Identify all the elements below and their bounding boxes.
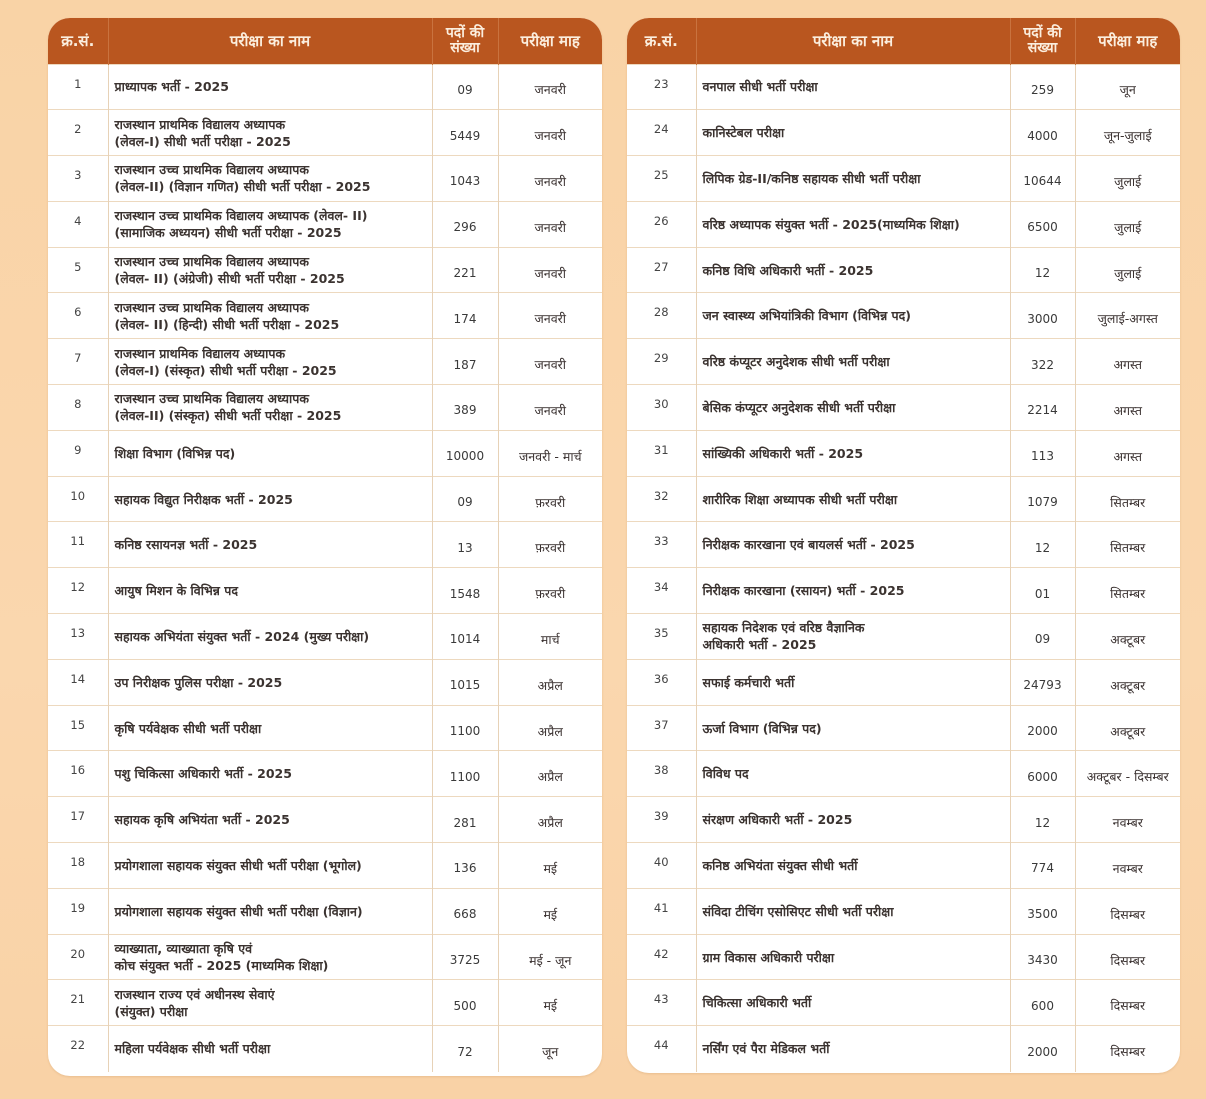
table-row <box>48 843 602 889</box>
exam-name-line: निरीक्षक कारखाना (रसायन) भर्ती - 2025 <box>702 583 905 599</box>
exam-name-line: सहायक विद्युत निरीक्षक भर्ती - 2025 <box>114 491 293 507</box>
serial-number: 42 <box>627 934 696 980</box>
serial-number: 41 <box>627 888 696 934</box>
post-count: 113 <box>1010 430 1075 476</box>
post-count: 668 <box>432 888 498 934</box>
serial-number: 30 <box>627 385 696 431</box>
exam-name <box>108 934 432 980</box>
serial-number: 44 <box>627 1026 696 1072</box>
table-row <box>627 980 1180 1026</box>
exam-table <box>627 18 1180 1072</box>
post-count: 09 <box>432 64 498 110</box>
exam-name <box>696 339 1010 385</box>
table-row <box>627 201 1180 247</box>
serial-number: 14 <box>48 659 108 705</box>
header-posts-line2: संख्या <box>450 39 480 56</box>
exam-name-line: संविदा टीचिंग एसोसिएट सीधी भर्ती परीक्षा <box>702 903 894 919</box>
header-exam-name: परीक्षा का नाम <box>108 18 432 64</box>
serial-number: 11 <box>48 522 108 568</box>
table-row <box>48 476 602 522</box>
header-posts <box>432 18 498 64</box>
exam-name-line: (संयुक्त) परीक्षा <box>114 1003 188 1019</box>
post-count: 72 <box>432 1026 498 1072</box>
table-row <box>627 293 1180 339</box>
post-count: 13 <box>432 522 498 568</box>
exam-month: जनवरी <box>498 156 602 202</box>
exam-month: जनवरी <box>498 247 602 293</box>
table-body <box>48 64 602 1072</box>
serial-number: 43 <box>627 980 696 1026</box>
exam-name <box>696 568 1010 614</box>
serial-number: 33 <box>627 522 696 568</box>
exam-name-line: कनिष्ठ अभियंता संयुक्त सीधी भर्ती <box>702 857 858 873</box>
exam-name-line: सांख्यिकी अधिकारी भर्ती - 2025 <box>702 445 864 461</box>
exam-name-line: (लेवल-II) (संस्कृत) सीधी भर्ती परीक्षा - 2025 <box>114 408 342 424</box>
exam-name <box>696 888 1010 934</box>
post-count: 136 <box>432 843 498 889</box>
exam-name <box>696 751 1010 797</box>
exam-name <box>108 110 432 156</box>
post-count: 322 <box>1010 339 1075 385</box>
serial-number: 29 <box>627 339 696 385</box>
post-count: 259 <box>1010 64 1075 110</box>
post-count: 12 <box>1010 522 1075 568</box>
exam-name <box>696 522 1010 568</box>
table-row <box>627 64 1180 110</box>
exam-month: जनवरी <box>498 201 602 247</box>
post-count: 24793 <box>1010 659 1075 705</box>
exam-month: दिसम्बर <box>1075 1026 1180 1072</box>
exam-month: अक्टूबर - दिसम्बर <box>1075 751 1180 797</box>
exam-month: अगस्त <box>1075 339 1180 385</box>
table-row <box>627 843 1180 889</box>
exam-name-line: कृषि पर्यवेक्षक सीधी भर्ती परीक्षा <box>114 720 262 736</box>
table-row <box>48 980 602 1026</box>
exam-month: जनवरी <box>498 64 602 110</box>
exam-name <box>108 201 432 247</box>
exam-name-line: (लेवल-I) (संस्कृत) सीधी भर्ती परीक्षा - 2025 <box>114 362 337 378</box>
exam-name-line: राजस्थान उच्च प्राथमिक विद्यालय अध्यापक <box>114 391 309 407</box>
table-row <box>48 659 602 705</box>
serial-number: 35 <box>627 614 696 660</box>
exam-name <box>108 705 432 751</box>
serial-number: 7 <box>48 339 108 385</box>
serial-number: 27 <box>627 247 696 293</box>
exam-table-right <box>627 18 1180 1073</box>
exam-month: मई <box>498 843 602 889</box>
post-count: 3725 <box>432 934 498 980</box>
exam-name-line: अधिकारी भर्ती - 2025 <box>702 637 817 653</box>
exam-name-line: कानिस्टेबल परीक्षा <box>702 125 785 141</box>
serial-number: 25 <box>627 156 696 202</box>
post-count: 174 <box>432 293 498 339</box>
exam-name <box>696 934 1010 980</box>
exam-month: नवम्बर <box>1075 797 1180 843</box>
exam-name <box>108 843 432 889</box>
table-row <box>627 476 1180 522</box>
post-count: 3000 <box>1010 293 1075 339</box>
exam-name <box>696 476 1010 522</box>
exam-name <box>108 751 432 797</box>
post-count: 12 <box>1010 797 1075 843</box>
table-row <box>48 797 602 843</box>
exam-name <box>696 705 1010 751</box>
serial-number: 37 <box>627 705 696 751</box>
serial-number: 19 <box>48 888 108 934</box>
exam-name <box>108 64 432 110</box>
table-row <box>48 156 602 202</box>
serial-number: 31 <box>627 430 696 476</box>
header-exam-month: परीक्षा माह <box>520 31 580 50</box>
exam-month: फ़रवरी <box>498 568 602 614</box>
exam-name-line: सफाई कर्मचारी भर्ती <box>702 674 795 690</box>
exam-month: सितम्बर <box>1075 476 1180 522</box>
exam-name <box>108 797 432 843</box>
exam-month: अप्रैल <box>498 705 602 751</box>
header-posts-line2: संख्या <box>1027 39 1058 56</box>
exam-name <box>696 430 1010 476</box>
exam-month: जुलाई-अगस्त <box>1075 293 1180 339</box>
post-count: 187 <box>432 339 498 385</box>
header-posts-line1: पदों की <box>1023 24 1062 41</box>
post-count: 2214 <box>1010 385 1075 431</box>
serial-number: 23 <box>627 64 696 110</box>
table-row <box>627 385 1180 431</box>
serial-number: 24 <box>627 110 696 156</box>
exam-month: दिसम्बर <box>1075 888 1180 934</box>
table-row <box>48 110 602 156</box>
post-count: 10000 <box>432 430 498 476</box>
post-count: 389 <box>432 385 498 431</box>
serial-number: 13 <box>48 614 108 660</box>
exam-name-line: महिला पर्यवेक्षक सीधी भर्ती परीक्षा <box>114 1041 271 1057</box>
table-row <box>48 522 602 568</box>
exam-name-line: राजस्थान राज्य एवं अधीनस्थ सेवाएं <box>114 986 275 1002</box>
table-row <box>627 247 1180 293</box>
table-row <box>48 430 602 476</box>
serial-number: 32 <box>627 476 696 522</box>
exam-name-line: व्याख्याता, व्याख्याता कृषि एवं <box>114 941 253 957</box>
table-row <box>48 339 602 385</box>
exam-name-line: सहायक कृषि अभियंता भर्ती - 2025 <box>114 812 290 828</box>
post-count: 01 <box>1010 568 1075 614</box>
table-row <box>627 110 1180 156</box>
post-count: 1548 <box>432 568 498 614</box>
post-count: 12 <box>1010 247 1075 293</box>
post-count: 1100 <box>432 705 498 751</box>
post-count: 1100 <box>432 751 498 797</box>
post-count: 774 <box>1010 843 1075 889</box>
serial-number: 20 <box>48 934 108 980</box>
exam-month: जुलाई <box>1075 247 1180 293</box>
table-row <box>48 201 602 247</box>
exam-name <box>696 797 1010 843</box>
post-count: 09 <box>432 476 498 522</box>
exam-month: नवम्बर <box>1075 843 1180 889</box>
table-row <box>627 614 1180 660</box>
exam-name-line: शारीरिक शिक्षा अध्यापक सीधी भर्ती परीक्षा <box>702 491 898 507</box>
exam-month: जुलाई <box>1075 156 1180 202</box>
post-count: 281 <box>432 797 498 843</box>
table-row <box>48 247 602 293</box>
exam-month: जनवरी <box>498 110 602 156</box>
serial-number: 3 <box>48 156 108 202</box>
exam-name <box>696 293 1010 339</box>
exam-name <box>108 888 432 934</box>
exam-name-line: चिकित्सा अधिकारी भर्ती <box>702 995 812 1011</box>
exam-name <box>108 430 432 476</box>
exam-name-line: उप निरीक्षक पुलिस परीक्षा - 2025 <box>114 674 283 690</box>
table-row <box>627 156 1180 202</box>
exam-name <box>108 568 432 614</box>
exam-name-line: (सामाजिक अध्ययन) सीधी भर्ती परीक्षा - 2025 <box>114 225 342 241</box>
exam-name-line: निरीक्षक कारखाना एवं बायलर्स भर्ती - 2025 <box>702 537 915 553</box>
table-header <box>627 18 1180 64</box>
exam-name-line: प्राध्यापक भर्ती - 2025 <box>114 79 229 95</box>
post-count: 4000 <box>1010 110 1075 156</box>
exam-name-line: विविध पद <box>702 766 749 782</box>
exam-name-line: लिपिक ग्रेड-II/कनिष्ठ सहायक सीधी भर्ती परीक्षा <box>702 170 921 186</box>
table-row <box>48 568 602 614</box>
table-row <box>627 934 1180 980</box>
exam-name <box>108 980 432 1026</box>
exam-name <box>696 614 1010 660</box>
serial-number: 1 <box>48 64 108 110</box>
exam-month: अप्रैल <box>498 659 602 705</box>
header-exam-name: परीक्षा का नाम <box>696 18 1010 64</box>
exam-name-line: वरिष्ठ अध्यापक संयुक्त भर्ती - 2025(माध्यमिक शिक्षा) <box>702 216 960 232</box>
post-count: 1043 <box>432 156 498 202</box>
table-row <box>48 293 602 339</box>
post-count: 600 <box>1010 980 1075 1026</box>
exam-month: अगस्त <box>1075 385 1180 431</box>
table-row <box>627 705 1180 751</box>
serial-number: 36 <box>627 659 696 705</box>
serial-number: 5 <box>48 247 108 293</box>
exam-name-line: वरिष्ठ कंप्यूटर अनुदेशक सीधी भर्ती परीक्षा <box>702 354 890 370</box>
serial-number: 16 <box>48 751 108 797</box>
exam-name-line: (लेवल-I) सीधी भर्ती परीक्षा - 2025 <box>114 133 291 149</box>
post-count: 1014 <box>432 614 498 660</box>
exam-name-line: प्रयोगशाला सहायक संयुक्त सीधी भर्ती परीक्षा (विज्ञान) <box>114 903 363 919</box>
exam-name-line: कनिष्ठ विधि अधिकारी भर्ती - 2025 <box>702 262 874 278</box>
table-row <box>627 797 1180 843</box>
header-serial: क्र.सं. <box>48 18 108 64</box>
exam-month: जनवरी <box>498 339 602 385</box>
exam-month: अक्टूबर <box>1075 705 1180 751</box>
table-row <box>627 1026 1180 1072</box>
exam-month: अक्टूबर <box>1075 659 1180 705</box>
serial-number: 18 <box>48 843 108 889</box>
post-count: 10644 <box>1010 156 1075 202</box>
exam-month: मई <box>498 888 602 934</box>
exam-name-line: ऊर्जा विभाग (विभिन्न पद) <box>702 720 822 736</box>
exam-name <box>108 1026 432 1072</box>
table-row <box>48 1026 602 1072</box>
exam-name-line: (लेवल- II) (अंग्रेजी) सीधी भर्ती परीक्षा - 2025 <box>114 271 345 287</box>
serial-number: 38 <box>627 751 696 797</box>
exam-name <box>108 156 432 202</box>
exam-name-line: सहायक अभियंता संयुक्त भर्ती - 2024 (मुख्य परीक्षा) <box>114 628 370 644</box>
post-count: 1079 <box>1010 476 1075 522</box>
header-posts-line1: पदों की <box>445 24 485 41</box>
exam-name-line: (लेवल-II) (विज्ञान गणित) सीधी भर्ती परीक्षा - 2025 <box>114 179 371 195</box>
post-count: 2000 <box>1010 1026 1075 1072</box>
table-row <box>627 751 1180 797</box>
post-count: 3500 <box>1010 888 1075 934</box>
table-row <box>48 705 602 751</box>
exam-name-line: कनिष्ठ रसायनज्ञ भर्ती - 2025 <box>114 537 258 553</box>
post-count: 6500 <box>1010 201 1075 247</box>
exam-month: मई <box>498 980 602 1026</box>
table-row <box>48 385 602 431</box>
exam-name-line: बेसिक कंप्यूटर अनुदेशक सीधी भर्ती परीक्षा <box>702 399 896 415</box>
exam-name <box>696 843 1010 889</box>
exam-name-line: नर्सिंग एवं पैरा मेडिकल भर्ती <box>702 1041 830 1057</box>
serial-number: 12 <box>48 568 108 614</box>
exam-name-line: प्रयोगशाला सहायक संयुक्त सीधी भर्ती परीक्षा (भूगोल) <box>114 857 362 873</box>
table-row <box>627 339 1180 385</box>
exam-month: सितम्बर <box>1075 522 1180 568</box>
exam-month: जून <box>1075 64 1180 110</box>
exam-name-line: राजस्थान प्राथमिक विद्यालय अध्यापक <box>114 116 286 132</box>
serial-number: 2 <box>48 110 108 156</box>
serial-number: 8 <box>48 385 108 431</box>
table-row <box>627 430 1180 476</box>
exam-name-line: राजस्थान उच्च प्राथमिक विद्यालय अध्यापक <box>114 299 309 315</box>
exam-name <box>696 1026 1010 1072</box>
exam-name-line: राजस्थान उच्च प्राथमिक विद्यालय अध्यापक (लेवल- II) <box>114 208 368 224</box>
exam-name-line: राजस्थान उच्च प्राथमिक विद्यालय अध्यापक <box>114 254 309 270</box>
exam-name <box>108 385 432 431</box>
post-count: 3430 <box>1010 934 1075 980</box>
exam-name <box>108 522 432 568</box>
exam-name <box>696 110 1010 156</box>
exam-name-line: पशु चिकित्सा अधिकारी भर्ती - 2025 <box>114 766 292 782</box>
exam-name-line: जन स्वास्थ्य अभियांत्रिकी विभाग (विभिन्न पद) <box>702 308 911 324</box>
exam-name <box>108 476 432 522</box>
serial-number: 22 <box>48 1026 108 1072</box>
exam-month: अप्रैल <box>498 797 602 843</box>
post-count: 5449 <box>432 110 498 156</box>
exam-month: फ़रवरी <box>498 476 602 522</box>
serial-number: 17 <box>48 797 108 843</box>
serial-number: 10 <box>48 476 108 522</box>
post-count: 1015 <box>432 659 498 705</box>
serial-number: 15 <box>48 705 108 751</box>
header-exam-month: परीक्षा माह <box>1098 31 1158 50</box>
table-row <box>627 888 1180 934</box>
exam-name-line: (लेवल- II) (हिन्दी) सीधी भर्ती परीक्षा - 2025 <box>114 316 340 332</box>
exam-name-line: सहायक निदेशक एवं वरिष्ठ वैज्ञानिक <box>702 620 865 636</box>
exam-name <box>696 156 1010 202</box>
exam-name-line: ग्राम विकास अधिकारी परीक्षा <box>702 949 835 965</box>
post-count: 6000 <box>1010 751 1075 797</box>
exam-name <box>696 247 1010 293</box>
exam-month: अक्टूबर <box>1075 614 1180 660</box>
serial-number: 34 <box>627 568 696 614</box>
table-row <box>627 568 1180 614</box>
exam-month: फ़रवरी <box>498 522 602 568</box>
post-count: 500 <box>432 980 498 1026</box>
serial-number: 6 <box>48 293 108 339</box>
exam-month: दिसम्बर <box>1075 934 1180 980</box>
exam-month: अप्रैल <box>498 751 602 797</box>
exam-month: जनवरी <box>498 293 602 339</box>
exam-month: सितम्बर <box>1075 568 1180 614</box>
exam-name-line: संरक्षण अधिकारी भर्ती - 2025 <box>702 812 853 828</box>
exam-month: मई - जून <box>498 934 602 980</box>
post-count: 09 <box>1010 614 1075 660</box>
exam-name-line: कोच संयुक्त भर्ती - 2025 (माध्यमिक शिक्षा) <box>114 958 329 974</box>
exam-name <box>696 385 1010 431</box>
exam-name <box>696 64 1010 110</box>
table-body <box>627 64 1180 1072</box>
table-row <box>627 522 1180 568</box>
table-row <box>48 888 602 934</box>
exam-month: मार्च <box>498 614 602 660</box>
exam-month: जून-जुलाई <box>1075 110 1180 156</box>
exam-name <box>108 293 432 339</box>
header-serial: क्र.सं. <box>627 18 696 64</box>
post-count: 2000 <box>1010 705 1075 751</box>
exam-month: जून <box>498 1026 602 1072</box>
post-count: 296 <box>432 201 498 247</box>
exam-name <box>696 659 1010 705</box>
exam-month: जनवरी <box>498 385 602 431</box>
exam-name-line: शिक्षा विभाग (विभिन्न पद) <box>114 445 236 461</box>
exam-name-line: आयुष मिशन के विभिन्न पद <box>114 583 238 599</box>
exam-name <box>696 201 1010 247</box>
serial-number: 39 <box>627 797 696 843</box>
exam-month: अगस्त <box>1075 430 1180 476</box>
exam-name-line: वनपाल सीधी भर्ती परीक्षा <box>702 79 818 95</box>
exam-month: जुलाई <box>1075 201 1180 247</box>
header-posts <box>1010 18 1075 64</box>
table-row <box>48 751 602 797</box>
serial-number: 9 <box>48 430 108 476</box>
exam-name-line: राजस्थान प्राथमिक विद्यालय अध्यापक <box>114 345 286 361</box>
table-row <box>48 64 602 110</box>
exam-name <box>108 247 432 293</box>
exam-name <box>108 659 432 705</box>
exam-month: दिसम्बर <box>1075 980 1180 1026</box>
serial-number: 28 <box>627 293 696 339</box>
serial-number: 4 <box>48 201 108 247</box>
exam-name-line: राजस्थान उच्च प्राथमिक विद्यालय अध्यापक <box>114 162 309 178</box>
table-header <box>48 18 602 64</box>
exam-month: जनवरी - मार्च <box>498 430 602 476</box>
post-count: 221 <box>432 247 498 293</box>
exam-name <box>696 980 1010 1026</box>
serial-number: 40 <box>627 843 696 889</box>
serial-number: 21 <box>48 980 108 1026</box>
exam-table <box>48 18 602 1072</box>
exam-name <box>108 614 432 660</box>
table-row <box>48 934 602 980</box>
exam-name <box>108 339 432 385</box>
table-row <box>48 614 602 660</box>
exam-table-left <box>48 18 602 1076</box>
serial-number: 26 <box>627 201 696 247</box>
table-row <box>627 659 1180 705</box>
